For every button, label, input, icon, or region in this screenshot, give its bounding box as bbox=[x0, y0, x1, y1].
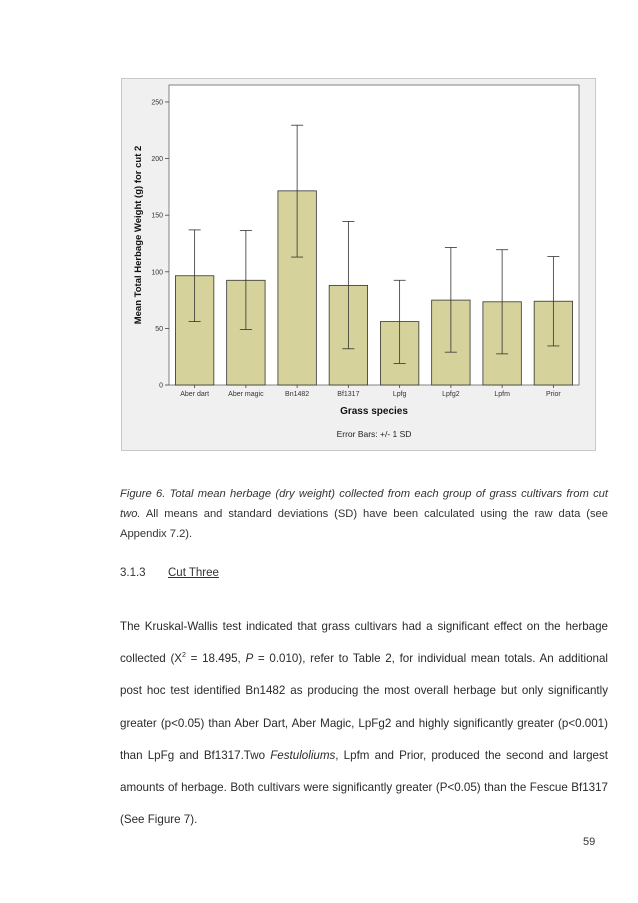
caption-text: All means and standard deviations (SD) have been calculated using the raw data (see Appendix 7.2). bbox=[120, 508, 608, 540]
figure-caption bbox=[120, 484, 608, 544]
x-tick-label: Lpfg2 bbox=[442, 391, 460, 398]
x-tick-label: Aber dart bbox=[180, 391, 210, 398]
x-tick-label: Bn1482 bbox=[285, 391, 310, 398]
chart-frame bbox=[121, 78, 596, 451]
x-axis-label: Grass species bbox=[340, 406, 408, 417]
section-title: Cut Three bbox=[168, 567, 219, 579]
error-bars-footnote: Error Bars: +/- 1 SD bbox=[336, 429, 412, 439]
paragraph-part-1: The Kruskal-Wallis test indicated that grass cultivars had a significant effect on the herbage collected (X bbox=[120, 620, 608, 666]
x-tick-label: Lpfm bbox=[494, 391, 510, 398]
x-axis bbox=[180, 385, 561, 398]
y-tick-label: 100 bbox=[151, 269, 163, 277]
paragraph-part-4: , Lpfm and Prior, produced the second and largest amounts of herbage. Both cultivars were significantly greater (P<0.05) than the Fescue Bf1317 (See Figure 7). bbox=[120, 748, 608, 827]
y-tick-label: 150 bbox=[151, 212, 163, 220]
caption-title: Figure 6. Total mean herbage (dry weight) collected from each group of grass cultivars from cut two. bbox=[120, 488, 608, 520]
section-heading bbox=[120, 567, 219, 579]
festuloliums-term: Festuloliums bbox=[270, 748, 336, 762]
bar-chart bbox=[122, 79, 595, 450]
page-number: 59 bbox=[583, 836, 596, 848]
y-tick-label: 0 bbox=[159, 382, 163, 390]
x-tick-label: Aber magic bbox=[228, 391, 264, 398]
y-axis bbox=[151, 99, 169, 389]
paragraph-part-2: = 18.495, bbox=[185, 652, 246, 666]
x-tick-label: Prior bbox=[545, 391, 561, 398]
y-axis-label: Mean Total Herbage Weight (g) for cut 2 bbox=[133, 145, 144, 325]
y-tick-label: 50 bbox=[155, 325, 163, 333]
p-symbol: P bbox=[245, 652, 254, 666]
paragraph-part-3: = 0.010), refer to Table 2, for individual mean totals. An additional post hoc test identified Bn1482 as producing the most overall herbage but only significantly greater (p<0.05) than Aber Dart, Aber Magic, LpFg2 and highly significantly greater (p<0.001) than LpFg and Bf1317.Two bbox=[120, 652, 609, 762]
chi-square-superscript: 2 bbox=[182, 652, 186, 660]
section-number: 3.1.3 bbox=[120, 567, 146, 579]
body-paragraph bbox=[120, 611, 608, 836]
y-tick-label: 250 bbox=[151, 99, 163, 107]
x-tick-label: Bf1317 bbox=[337, 391, 360, 398]
x-tick-label: Lpfg bbox=[392, 391, 407, 398]
y-tick-label: 200 bbox=[151, 156, 163, 164]
